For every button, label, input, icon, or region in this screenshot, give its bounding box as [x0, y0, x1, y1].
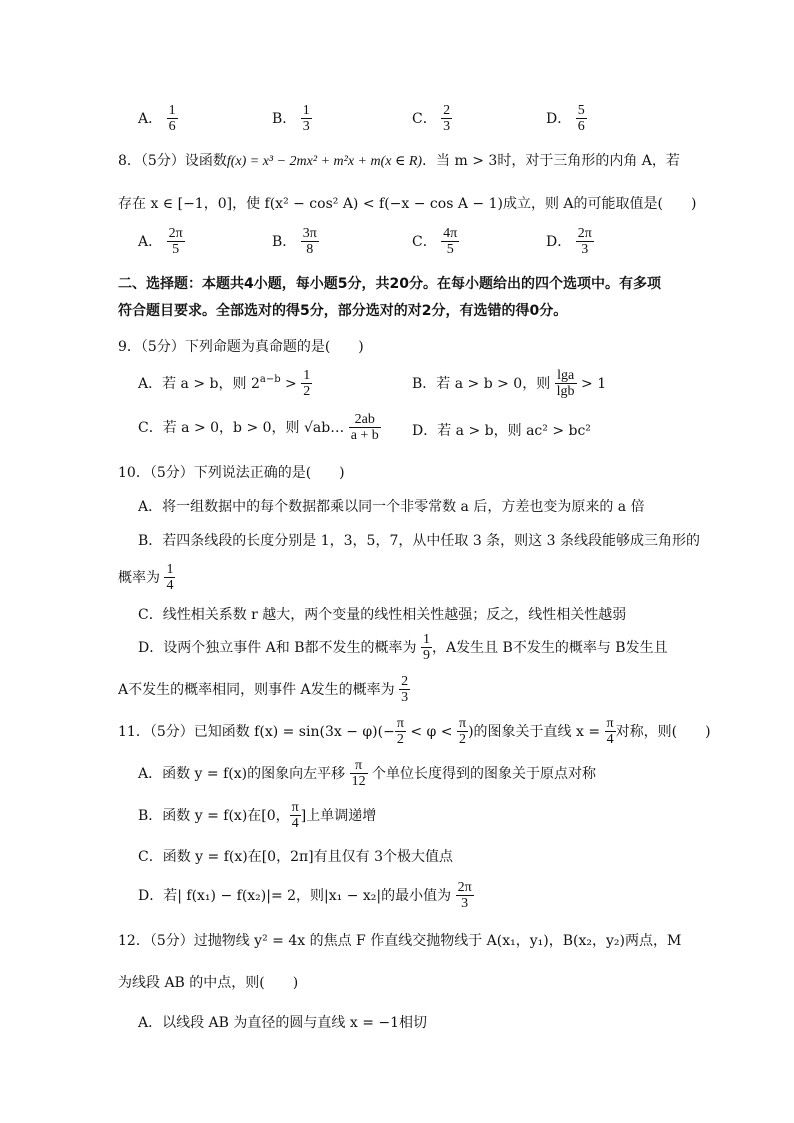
q9-option-a — [138, 368, 312, 400]
section2-heading-line1: 二、选择题：本题共4小题，每小题5分，共20分。在每小题给出的四个选项中。有多项 — [118, 276, 661, 292]
q8-option-c — [412, 226, 459, 258]
q7-option-b — [272, 103, 312, 135]
q12-stem-line2: 为线段 AB 的中点，则( ) — [118, 975, 299, 991]
option-label: B． — [272, 233, 297, 250]
fraction: $\frac{1}{3}$ — [302, 103, 310, 135]
q10-option-b-line2 — [118, 562, 175, 594]
q11-option-a — [138, 758, 596, 790]
option-label: C． — [412, 110, 437, 127]
q9-stem: 9．（5分）下列命题为真命题的是( ) — [118, 339, 364, 355]
q8-prefix: 8．（5分）设函数 — [118, 153, 227, 169]
fraction: $\frac{2\pi}{5}$ — [168, 226, 183, 258]
q9-option-c — [138, 412, 381, 444]
q10-option-a: A．将一组数据中的每个数据都乘以同一个非零常数 a 后，方差也变为原来的 a 倍 — [138, 499, 645, 515]
q8-option-a — [138, 226, 185, 258]
fraction: $\frac{2ab}{a + b}$ — [350, 412, 379, 444]
q11-a-b: 个单位长度得到的图象关于原点对称 — [367, 765, 597, 782]
q7-option-a — [138, 103, 178, 135]
q9-b-text: B．若 a > b > 0，则 — [412, 375, 555, 392]
q11-b-a: B．函数 y = f(x)在[0， — [138, 807, 290, 824]
q9-a-text: A．若 a > b，则 2 — [138, 375, 260, 392]
fraction: $\frac{2\pi}{3}$ — [457, 880, 472, 912]
option-label: D． — [546, 233, 572, 250]
q12-option-a: A．以线段 AB 为直径的圆与直线 x = −1相切 — [138, 1015, 428, 1031]
q11-option-c: C．函数 y = f(x)在[0，2π]有且仅有 3个极大值点 — [138, 849, 453, 865]
q11-b-b: ]上单调递增 — [300, 807, 377, 824]
fraction: $\frac{2}{3}$ — [401, 674, 409, 706]
fraction: $\frac{2\pi}{3}$ — [577, 226, 592, 258]
q10-d1-text: D．设两个独立事件 A和 B都不发生的概率为 — [138, 639, 421, 656]
q11-d-a: D．若| f(x₁) − f(x₂)|= 2，则|x₁ − x₂|的最小值为 — [138, 887, 456, 904]
q10-d2-text: A不发生的概率相同，则事件 A发生的概率为 — [118, 681, 400, 698]
q9-c-text: C．若 a > 0，b > 0，则 √ab… — [138, 419, 349, 436]
fraction: $\frac{\pi}{4}$ — [291, 800, 299, 832]
fraction: $\frac{\pi}{2}$ — [459, 716, 467, 748]
q10-option-b-line1: B．若四条线段的长度分别是 1，3，5，7，从中任取 3 条，则这 3 条线段能够成三角形的 — [138, 533, 700, 549]
fraction: $\frac{\pi}{4}$ — [606, 716, 614, 748]
fraction: $\frac{2}{3}$ — [443, 103, 451, 135]
q11-option-b — [138, 800, 376, 832]
q8-stem-line2: 存在 x ∈ [−1，0]，使 f(x² − cos² A) < f(−x − cos A − 1)成立，则 A的可能取值是( ) — [118, 196, 697, 212]
q10-b2-text: 概率为 — [118, 569, 165, 586]
q11-option-d — [138, 880, 474, 912]
q7-option-c — [412, 103, 452, 135]
q11-stem-d: 对称，则( ) — [615, 723, 711, 740]
option-label: B． — [272, 110, 297, 127]
q9-a-sup: a−b — [259, 374, 281, 386]
fraction: $\frac{4\pi}{5}$ — [443, 226, 458, 258]
q9-option-d: D．若 a > b，则 ac² > bc² — [412, 423, 591, 439]
fraction: $\frac{3\pi}{8}$ — [302, 226, 317, 258]
q8-option-b — [272, 226, 319, 258]
q11-stem-c: )的图象关于直线 x = — [468, 723, 605, 740]
fraction: $\frac{1}{2}$ — [303, 368, 311, 400]
q8-func: f(x) = x³ − 2mx² + m²x + m(x ∈ R) — [226, 154, 423, 169]
q11-stem — [118, 716, 711, 748]
fraction: $\frac{1}{6}$ — [168, 103, 176, 135]
fraction: $\frac{5}{6}$ — [577, 103, 585, 135]
q12-stem-line1: 12．（5分）过抛物线 y² = 4x 的焦点 F 作直线交抛物线于 A(x₁，y₁)，B(x₂，y₂)两点，M — [118, 933, 682, 949]
q10-stem: 10．（5分）下列说法正确的是( ) — [118, 465, 345, 481]
fraction: $\frac{\pi}{2}$ — [396, 716, 404, 748]
section2-heading-line2: 符合题目要求。全部选对的得5分，部分选对的对2分，有选错的得0分。 — [118, 303, 568, 319]
q7-option-d — [546, 103, 587, 135]
q9-a-after: > — [280, 375, 302, 392]
q8-option-d — [546, 226, 594, 258]
q10-option-d-line2 — [118, 674, 410, 706]
q10-option-c: C．线性相关系数 r 越大，两个变量的线性相关性越强；反之，线性相关性越弱 — [138, 607, 627, 623]
q9-option-b — [412, 368, 606, 400]
option-label: A． — [138, 233, 163, 250]
option-label: C． — [412, 233, 437, 250]
q11-a-a: A．函数 y = f(x)的图象向左平移 — [138, 765, 350, 782]
fraction: $\frac{1}{4}$ — [166, 562, 174, 594]
fraction: $\frac{\lg a}{\lg b}$ — [556, 368, 575, 400]
option-label: D． — [546, 110, 572, 127]
q10-option-d-line1 — [138, 632, 668, 664]
q11-stem-a: 11．（5分）已知函数 f(x) = sin(3x − φ)(− — [118, 723, 395, 740]
q8-cond: ．当 m > 3时，对于三角形的内角 A，若 — [422, 153, 680, 169]
q10-d1-after: ，A发生且 B不发生的概率与 B发生且 — [431, 639, 668, 656]
q9-b-after: > 1 — [576, 375, 607, 392]
fraction: $\frac{1}{9}$ — [422, 632, 430, 664]
option-label: A． — [138, 110, 163, 127]
q11-stem-b: < φ < — [405, 723, 457, 740]
q8-stem-line1 — [118, 150, 680, 170]
fraction: $\frac{\pi}{12}$ — [351, 758, 366, 790]
